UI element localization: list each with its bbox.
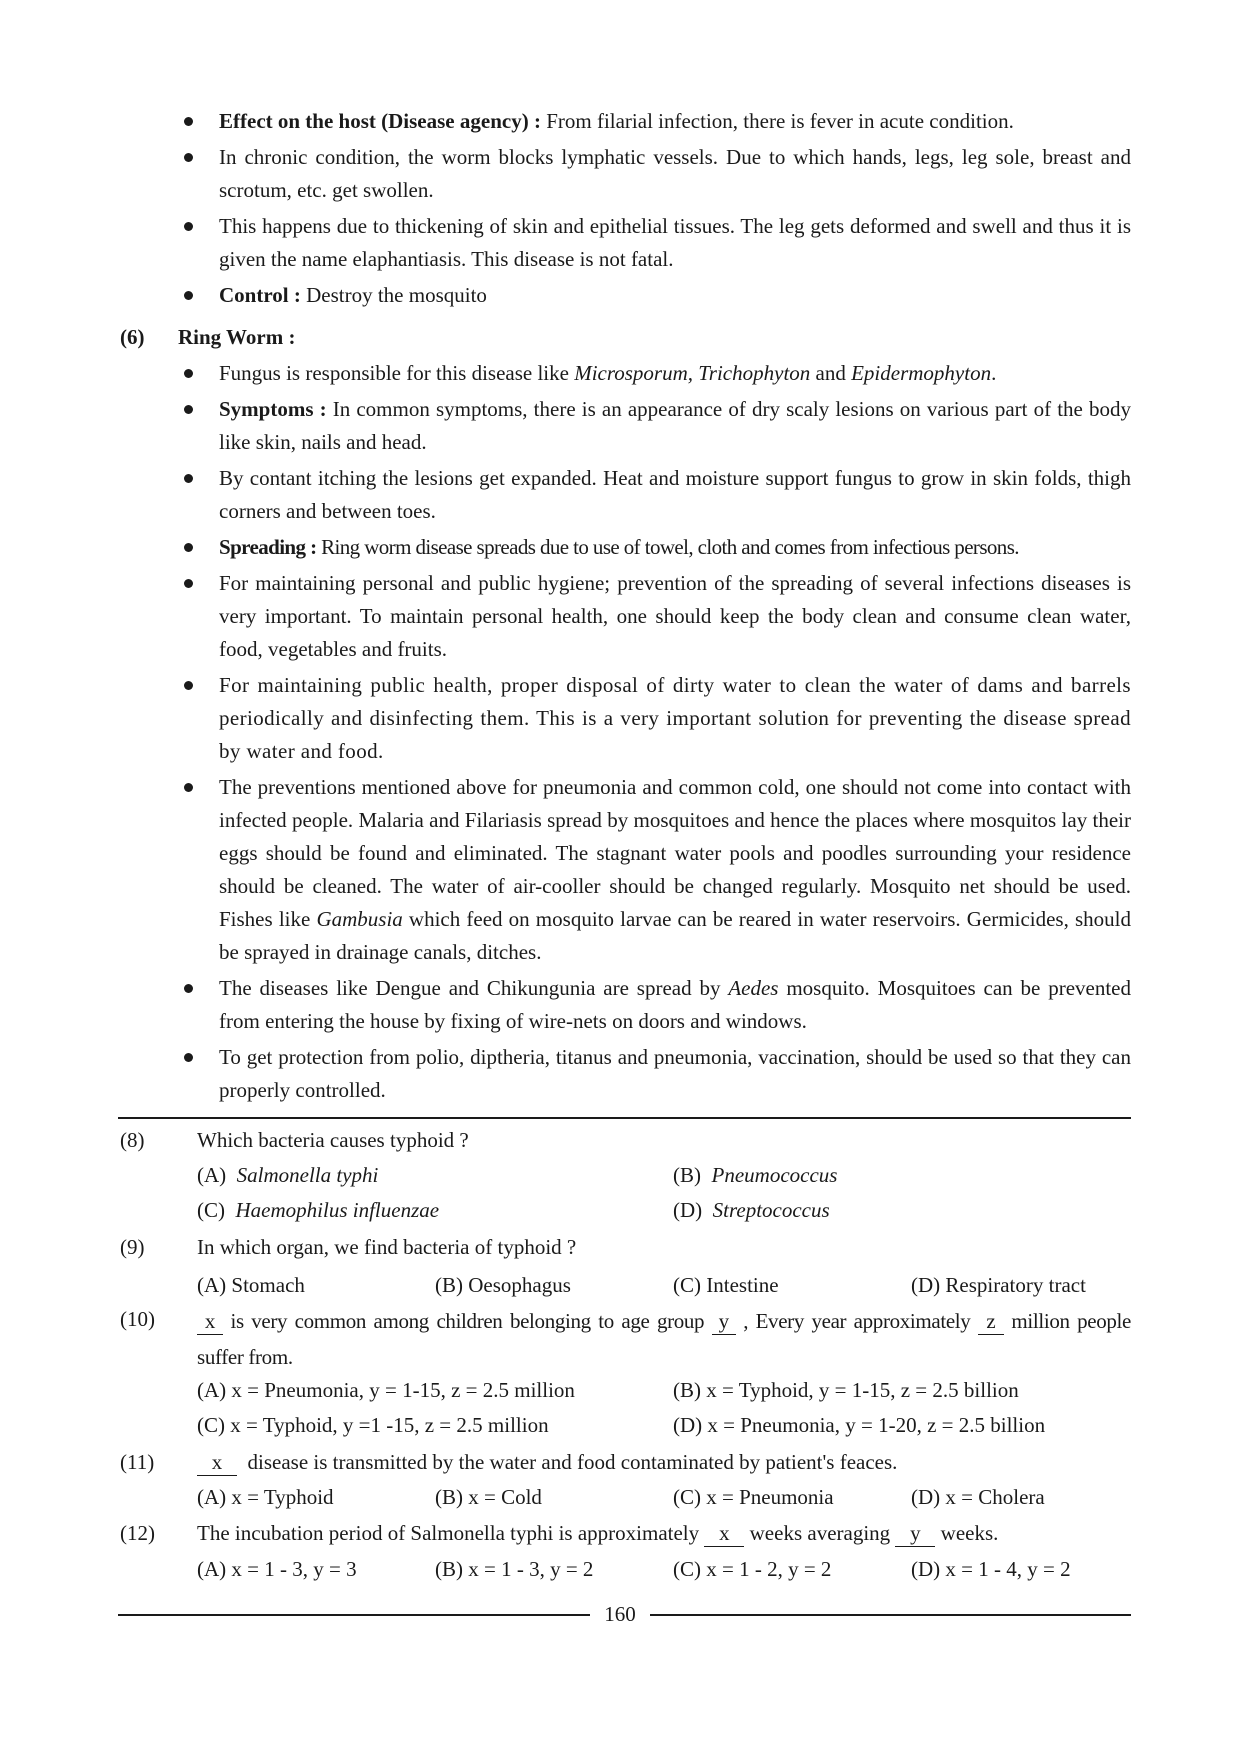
question-number: (10): [120, 1307, 155, 1331]
question-text: The incubation period of Salmonella typhi is approximately x weeks averaging y weeks.: [197, 1521, 999, 1545]
option-c[interactable]: (C) x = Pneumonia: [673, 1485, 834, 1509]
bullet-icon: [183, 462, 197, 495]
question-number: (11): [120, 1450, 155, 1474]
page-number: 160: [604, 1602, 636, 1626]
list-item: The diseases like Dengue and Chikungunia are spread by Aedes mosquito. Mosquitoes can be prevented from entering the house by fixing of wire-nets on doors and windows.: [183, 972, 1131, 1038]
bullet-icon: [183, 279, 197, 312]
blank-y: y: [895, 1520, 935, 1547]
option-a[interactable]: (A) x = Typhoid: [197, 1485, 334, 1509]
option-c[interactable]: (C) Haemophilus influenzae: [197, 1198, 440, 1222]
question-number: (8): [120, 1128, 145, 1152]
section-heading-ring-worm: [120, 321, 295, 354]
blank-z: z: [978, 1308, 1004, 1335]
option-d[interactable]: (D) x = Pneumonia, y = 1-20, z = 2.5 billion: [673, 1413, 1046, 1437]
bullet-icon: [183, 567, 197, 600]
bullet-icon: [183, 141, 197, 174]
blank-x: x: [704, 1520, 744, 1547]
bullet-icon: [183, 972, 197, 1005]
option-d[interactable]: (D) Respiratory tract: [911, 1273, 1086, 1297]
bullet-icon: [183, 531, 197, 564]
question-10-options: [197, 1373, 1131, 1443]
option-c[interactable]: (C) x = Typhoid, y =1 -15, z = 2.5 million: [197, 1413, 549, 1437]
option-d[interactable]: (D) x = 1 - 4, y = 2: [911, 1557, 1071, 1581]
section-title: Ring Worm :: [178, 325, 296, 349]
list-item: Spreading : Ring worm disease spreads due to use of towel, cloth and comes from infectious persons.: [183, 531, 1131, 564]
section-number: (6): [120, 325, 145, 349]
option-b[interactable]: (B) x = 1 - 3, y = 2: [435, 1557, 594, 1581]
option-a[interactable]: (A) Salmonella typhi: [197, 1163, 379, 1187]
question-number: (12): [120, 1521, 155, 1545]
blank-x: x: [197, 1308, 223, 1335]
option-a[interactable]: (A) x = Pneumonia, y = 1-15, z = 2.5 million: [197, 1378, 575, 1402]
option-c[interactable]: (C) Intestine: [673, 1273, 779, 1297]
bullet-icon: [183, 105, 197, 138]
footer-rule-right: [650, 1614, 1131, 1616]
question-text: x disease is transmitted by the water and food contaminated by patient's feaces.: [197, 1446, 1131, 1479]
blank-x: x: [197, 1449, 237, 1476]
list-item: Symptoms : In common symptoms, there is an appearance of dry scaly lesions on various part of the body like skin, nails and head.: [183, 393, 1131, 459]
filaria-bullet-list: [183, 105, 1131, 315]
list-item: Control : Destroy the mosquito: [183, 279, 1131, 312]
option-b[interactable]: (B) x = Typhoid, y = 1-15, z = 2.5 billion: [673, 1378, 1019, 1402]
list-item: For maintaining personal and public hygiene; prevention of the spreading of several infections diseases is very important. To maintain personal health, one should keep the body clean and consume clean water, food, vegetables and fruits.: [183, 567, 1131, 666]
list-item: By contant itching the lesions get expanded. Heat and moisture support fungus to grow in skin folds, thigh corners and between toes.: [183, 462, 1131, 528]
bullet-icon: [183, 771, 197, 804]
list-item: Fungus is responsible for this disease like Microsporum, Trichophyton and Epidermophyton.: [183, 357, 1131, 390]
question-9-options: [197, 1268, 1131, 1303]
list-item: For maintaining public health, proper disposal of dirty water to clean the water of dams and barrels periodically and disinfecting them. This is a very important solution for preventing the disease spread by water and food.: [183, 669, 1131, 768]
bullet-icon: [183, 357, 197, 390]
list-item: To get protection from polio, diptheria, titanus and pneumonia, vaccination, should be used so that they can properly controlled.: [183, 1041, 1131, 1107]
bullet-icon: [183, 210, 197, 243]
bullet-icon: [183, 393, 197, 426]
option-c[interactable]: (C) x = 1 - 2, y = 2: [673, 1557, 832, 1581]
list-item: This happens due to thickening of skin and epithelial tissues. The leg gets deformed and swell and thus it is given the name elaphantiasis. This disease is not fatal.: [183, 210, 1131, 276]
option-b[interactable]: (B) Oesophagus: [435, 1273, 571, 1297]
option-b[interactable]: (B) Pneumococcus: [673, 1163, 838, 1187]
question-number: (9): [120, 1235, 145, 1259]
question-text: In which organ, we find bacteria of typhoid ?: [197, 1235, 577, 1259]
option-b[interactable]: (B) x = Cold: [435, 1485, 542, 1509]
option-a[interactable]: (A) x = 1 - 3, y = 3: [197, 1557, 357, 1581]
question-8-options: [197, 1158, 1131, 1228]
list-item: In chronic condition, the worm blocks lymphatic vessels. Due to which hands, legs, leg sole, breast and scrotum, etc. get swollen.: [183, 141, 1131, 207]
question-11-options: [197, 1480, 1131, 1515]
footer-rule-left: [118, 1614, 590, 1616]
question-12-options: [197, 1552, 1131, 1587]
blank-y: y: [712, 1308, 736, 1335]
bullet-icon: [183, 669, 197, 702]
section-divider: [118, 1117, 1131, 1119]
bullet-icon: [183, 1041, 197, 1074]
option-a[interactable]: (A) Stomach: [197, 1273, 305, 1297]
ringworm-bullet-list: [183, 357, 1131, 1110]
question-text: Which bacteria causes typhoid ?: [197, 1128, 469, 1152]
option-d[interactable]: (D) x = Cholera: [911, 1485, 1045, 1509]
list-item: Effect on the host (Disease agency) : From filarial infection, there is fever in acute condition.: [183, 105, 1131, 138]
question-text: x is very common among children belonging to age group y , Every year approximately z million people suffer from.: [197, 1309, 1131, 1369]
list-item: The preventions mentioned above for pneumonia and common cold, one should not come into contact with infected people. Malaria and Filariasis spread by mosquitoes and hence the places where mosquitos lay their eggs should be found and eliminated. The stagnant water pools and poodles surrounding your residence should be cleaned. The water of air-cooller should be changed regularly. Mosquito net should be used. Fishes like Gambusia which feed on mosquito larvae can be reared in water reservoirs. Germicides, should be sprayed in drainage canals, ditches.: [183, 771, 1131, 969]
option-d[interactable]: (D) Streptococcus: [673, 1198, 830, 1222]
